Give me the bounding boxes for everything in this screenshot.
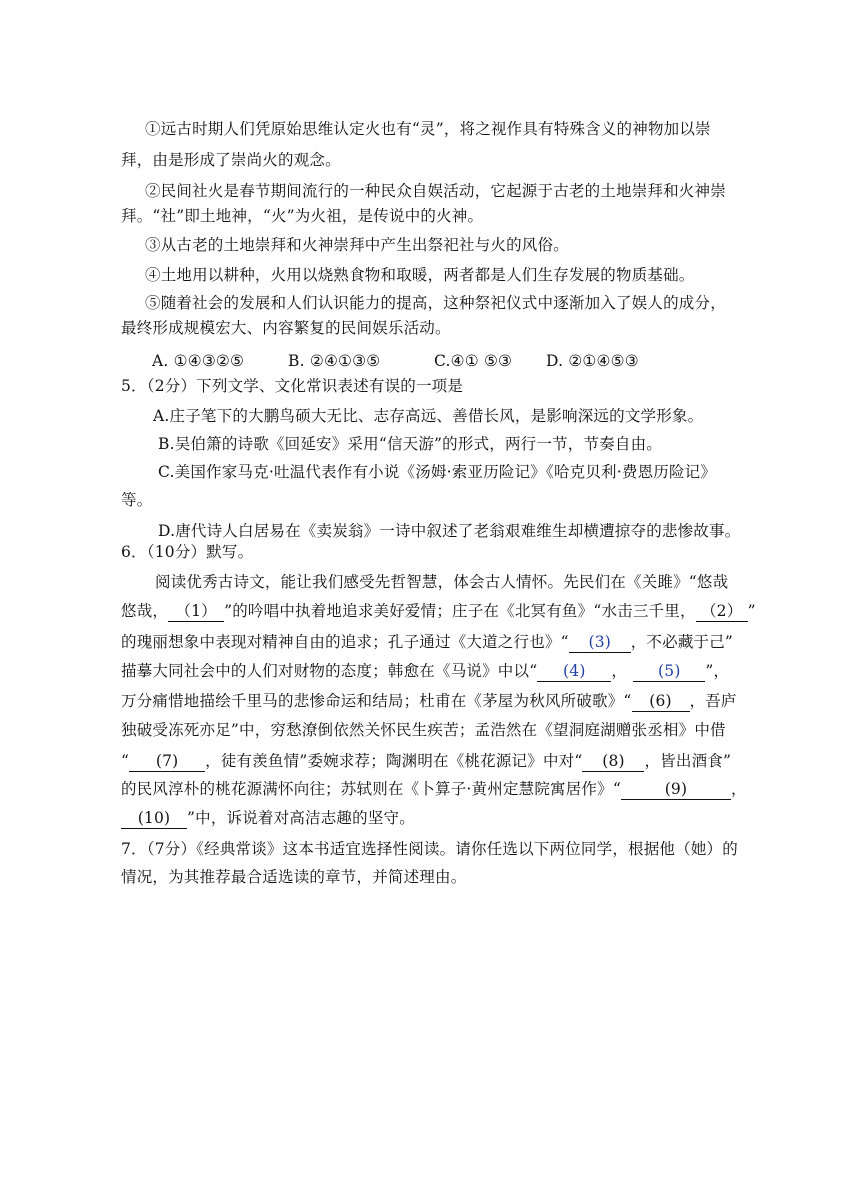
q6-text: ，徒有羡鱼情”委婉求荐；陶渊明在《桃花源记》中对“ bbox=[205, 752, 583, 770]
q4-option-c: C.④① ⑤③ bbox=[434, 352, 513, 370]
fill-blank-2[interactable]: （2） bbox=[696, 601, 748, 622]
fill-blank-7[interactable]: (7) bbox=[129, 751, 205, 772]
passage-item-3: ③从古老的土地崇拜和火神崇拜中产生出祭祀社与火的风俗。 bbox=[145, 236, 569, 254]
q6-line-4 bbox=[121, 660, 729, 682]
passage-item-5-line-2: 最终形成规模宏大、内容繁复的民间娱乐活动。 bbox=[121, 319, 451, 337]
passage-item-2-line-2: 拜。“社”即土地神，“火”为火祖，是传说中的火神。 bbox=[121, 207, 484, 225]
q6-line-8 bbox=[121, 778, 747, 800]
q6-text: ” bbox=[747, 602, 756, 620]
passage-item-5-line-1: ⑤随着社会的发展和人们认识能力的提高，这种祭祀仪式中逐渐加入了娱人的成分， bbox=[145, 294, 726, 312]
q6-line-2 bbox=[121, 600, 756, 622]
q6-line-5 bbox=[121, 690, 737, 712]
fill-blank-4[interactable]: (4) bbox=[537, 661, 611, 682]
q4-option-b: B. ②④①③⑤ bbox=[288, 352, 381, 370]
q6-text: ，皆出酒食” bbox=[644, 752, 732, 770]
q7-line-2: 情况，为其推荐最合适选读的章节，并简述理由。 bbox=[121, 868, 467, 886]
q6-line-7 bbox=[121, 750, 731, 772]
q5-option-d: D.唐代诗人白居易在《卖炭翁》一诗中叙述了老翁艰难维生却横遭掠夺的悲惨故事。 bbox=[158, 522, 741, 540]
q6-text: “ bbox=[121, 752, 130, 770]
q6-text: 描摹大同社会中的人们对财物的态度；韩愈在《马说》中以“ bbox=[121, 662, 538, 680]
q6-text: 悠哉， bbox=[121, 602, 169, 620]
q5-option-a: A.庄子笔下的大鹏鸟硕大无比、志存高远、善借长风，是影响深远的文学形象。 bbox=[153, 407, 704, 425]
q6-text: 万分痛惜地描绘千里马的悲惨命运和结局；杜甫在《茅屋为秋风所破歌》“ bbox=[121, 692, 632, 710]
q4-option-d: D. ②①④⑤③ bbox=[546, 352, 639, 370]
q6-text: 的瑰丽想象中表现对精神自由的追求；孔子通过《大道之行也》“ bbox=[121, 633, 569, 651]
q6-line-1: 阅读优秀古诗文，能让我们感受先哲智慧，体会古人情怀。先民们在《关雎》“悠哉 bbox=[155, 573, 729, 591]
q6-text: ”中，诉说着对高洁志趣的坚守。 bbox=[187, 809, 415, 827]
q6-text: 的民风淳朴的桃花源满怀向往；苏轼则在《卜算子·黄州定慧院寓居作》“ bbox=[121, 780, 621, 798]
passage-item-1-line-1: ①远古时期人们凭原始思维认定火也有“灵”，将之视作具有特殊含义的神物加以崇 bbox=[145, 120, 711, 138]
passage-item-4: ④土地用以耕种，火用以烧熟食物和取暖，两者都是人们生存发展的物质基础。 bbox=[145, 266, 695, 284]
q7-line-1: 7．（7分）《经典常谈》这本书适宜选择性阅读。请你任选以下两位同学，根据他（她）的 bbox=[121, 840, 738, 858]
q5-option-c-line-2: 等。 bbox=[121, 491, 153, 509]
q6-text: ，不必藏于己” bbox=[630, 633, 734, 651]
q6-line-6: 独破受冻死亦足”中，穷愁潦倒依然关怀民生疾苦；孟浩然在《望洞庭湖赠张丞相》中借 bbox=[121, 721, 726, 739]
fill-blank-9[interactable]: (9) bbox=[621, 779, 731, 800]
fill-blank-5[interactable]: (5) bbox=[633, 661, 705, 682]
q6-text: ， bbox=[730, 780, 747, 798]
q6-line-3 bbox=[121, 631, 733, 653]
passage-item-1-line-2: 拜，由是形成了崇尚火的观念。 bbox=[121, 151, 341, 169]
q4-option-a: A. ①④③②⑤ bbox=[152, 352, 245, 370]
q6-text: ，吾庐 bbox=[689, 692, 737, 710]
q6-text: ”的吟唱中执着地追求美好爱情；庄子在《北冥有鱼》“水击三千里， bbox=[224, 602, 696, 620]
q6-text: ”， bbox=[705, 662, 730, 680]
fill-blank-8[interactable]: (8) bbox=[582, 751, 644, 772]
fill-blank-1[interactable]: （1） bbox=[168, 601, 224, 622]
fill-blank-6[interactable]: (6) bbox=[632, 691, 690, 712]
fill-blank-3[interactable]: (3) bbox=[569, 632, 631, 653]
q6-line-9 bbox=[121, 807, 415, 829]
q4-options bbox=[152, 350, 639, 372]
passage-item-2-line-1: ②民间社火是春节期间流行的一种民众自娱活动，它起源于古老的土地崇拜和火神崇 bbox=[145, 182, 726, 200]
q6-stem: 6．（10分）默写。 bbox=[121, 543, 254, 561]
q6-text: ， bbox=[611, 662, 628, 680]
q5-option-b: B.吴伯箫的诗歌《回延安》采用“信天游”的形式，两行一节，节奏自由。 bbox=[158, 435, 662, 453]
q5-stem: 5．（2分）下列文学、文化常识表述有误的一项是 bbox=[121, 377, 464, 395]
q5-option-c-line-1: C.美国作家马克·吐温代表作有小说《汤姆·索亚历险记》《哈克贝利·费恩历险记》 bbox=[158, 463, 717, 481]
fill-blank-10[interactable]: (10) bbox=[121, 808, 187, 829]
